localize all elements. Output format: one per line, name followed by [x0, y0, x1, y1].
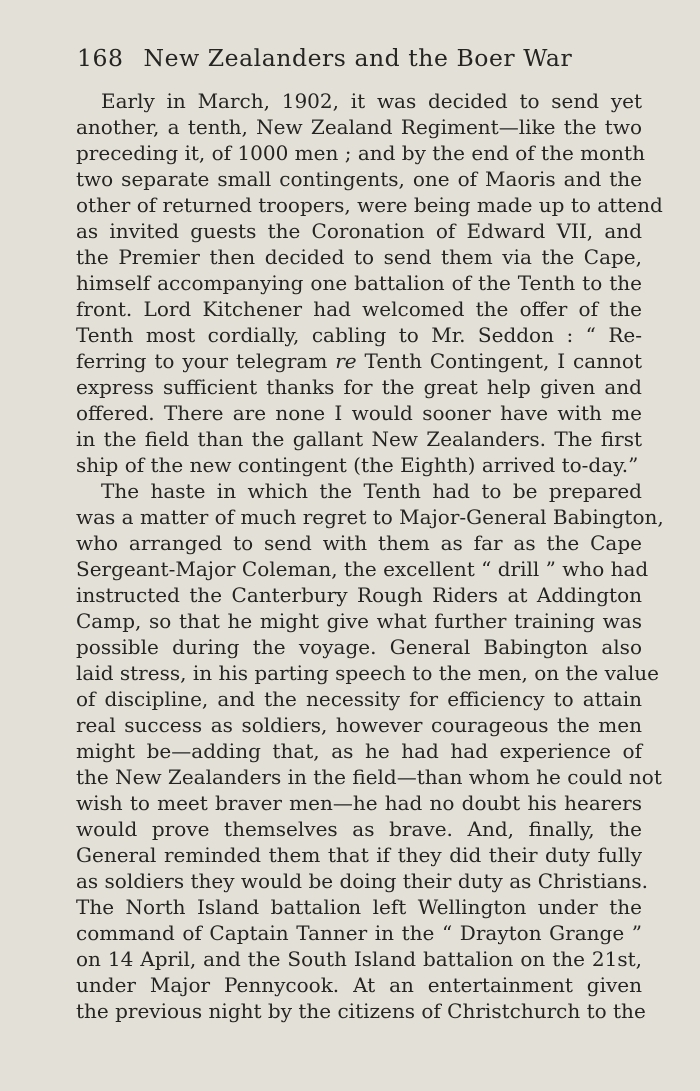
text-line: another, a tenth, New Zealand Regiment—like the two: [76, 115, 642, 139]
text-line: command of Captain Tanner in the “ Drayton Grange ”: [76, 921, 642, 945]
text-line: express sufficient thanks for the great help given and: [76, 375, 642, 399]
running-title: New Zealanders and the Boer War: [143, 44, 573, 72]
text-line: under Major Pennycook. At an entertainment given: [76, 973, 642, 997]
page-number: 168: [77, 44, 124, 72]
text-line: two separate small contingents, one of Maoris and the: [76, 167, 642, 191]
text-line: as soldiers they would be doing their duty as Christians.: [76, 869, 649, 893]
text-line: The haste in which the Tenth had to be prepared: [101, 479, 642, 503]
paragraph: [76, 88, 663, 478]
text-segment: ferring to your telegram: [76, 349, 336, 373]
text-line: The North Island battalion left Wellington under the: [76, 895, 642, 919]
text-line: the New Zealanders in the field—than whom he could not: [76, 765, 662, 789]
text-line: would prove themselves as brave. And, finally, the: [76, 817, 642, 841]
text-line: other of returned troopers, were being made up to attend: [76, 193, 663, 217]
text-line: ship of the new contingent (the Eighth) arrived to-day.”: [76, 453, 639, 477]
text-line: Tenth most cordially, cabling to Mr. Seddon : “ Re-: [76, 323, 642, 347]
paragraph: [76, 478, 664, 1024]
text-line: possible during the voyage. General Babington also: [76, 635, 642, 659]
text-line: General reminded them that if they did their duty fully: [76, 843, 642, 867]
text-line: might be—adding that, as he had had experience of: [76, 739, 642, 763]
text-line: laid stress, in his parting speech to the men, on the value: [76, 661, 659, 685]
text-segment: Tenth Contingent, I cannot: [356, 349, 642, 373]
text-line: Early in March, 1902, it was decided to send yet: [101, 89, 642, 113]
text-line: Sergeant-Major Coleman, the excellent “ drill ” who had: [76, 557, 649, 581]
text-line: wish to meet braver men—he had no doubt his hearers: [76, 791, 642, 815]
running-header: [77, 44, 620, 80]
body-text: [76, 88, 664, 1024]
text-line: in the field than the gallant New Zealanders. The first: [76, 427, 642, 451]
text-line: real success as soldiers, however courageous the men: [76, 713, 642, 737]
italic-word: re: [335, 349, 357, 373]
text-line: on 14 April, and the South Island battalion on the 21st,: [76, 947, 642, 971]
text-line: was a matter of much regret to Major-General Babington,: [76, 505, 664, 529]
text-line: as invited guests the Coronation of Edward VII, and: [76, 219, 642, 243]
text-line: preceding it, of 1000 men ; and by the end of the month: [76, 141, 645, 165]
text-line: the previous night by the citizens of Christchurch to the: [76, 999, 646, 1023]
text-line: who arranged to send with them as far as the Cape: [76, 531, 642, 555]
text-line: [76, 348, 642, 374]
text-line: himself accompanying one battalion of the Tenth to the: [76, 271, 642, 295]
text-line: Camp, so that he might give what further training was: [76, 609, 642, 633]
text-line: instructed the Canterbury Rough Riders at Addington: [76, 583, 642, 607]
text-line: offered. There are none I would sooner have with me: [76, 401, 642, 425]
text-line: front. Lord Kitchener had welcomed the offer of the: [76, 297, 642, 321]
text-line: of discipline, and the necessity for efficiency to attain: [76, 687, 642, 711]
text-line: the Premier then decided to send them via the Cape,: [76, 245, 642, 269]
